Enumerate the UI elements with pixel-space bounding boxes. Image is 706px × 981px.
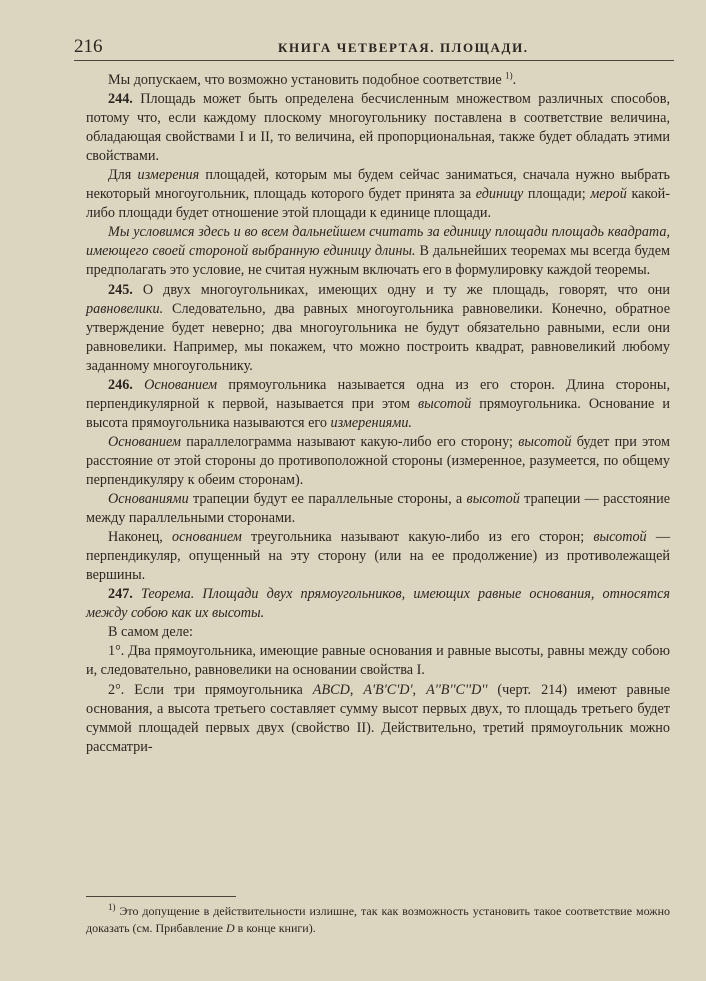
- emphasis-term: Основанием: [108, 433, 181, 450]
- paragraph-text: площадей, которым мы будем сейчас заниматься, сначала нужно выбрать некоторый многоугольник, площадь которого будет принята за: [86, 167, 670, 203]
- emphasis-term: высотой: [417, 395, 472, 412]
- paragraph-text: площади;: [523, 186, 591, 203]
- emphasis-term: Основаниями: [108, 491, 189, 508]
- paragraph-text: О двух многоугольниках, имеющих одну и ту же площадь, говорят, что они: [132, 281, 670, 298]
- running-title: КНИГА ЧЕТВЕРТАЯ. ПЛОЩАДИ.: [278, 40, 529, 55]
- emphasis-term: высотой: [593, 529, 647, 546]
- paragraph-text: Для: [108, 167, 138, 184]
- paragraph-text: .: [512, 72, 517, 88]
- paragraph-convention: [86, 223, 670, 280]
- emphasis-term: единицу: [475, 186, 524, 203]
- paragraph-indeed: В самом деле:: [108, 624, 193, 641]
- paragraph-text: параллелограмма называют какую-либо его сторону;: [180, 433, 519, 450]
- emphasis-term: Основанием: [132, 376, 218, 393]
- footnote-marker: 1): [505, 70, 513, 81]
- paragraph-text: треугольника называют какую-либо из его сторон;: [241, 529, 594, 546]
- paragraph-text: (черт. 214) имеют равные основания, а высота третьего составляет сумму высот первых двух, то площадь третьего будет суммой площадей первых двух (свойство II). Действительно, третий прямоугольник можно рассматри-: [86, 681, 670, 755]
- section-number: 244.: [108, 91, 133, 108]
- emphasis-term: высотой: [466, 491, 520, 508]
- footnotes: [86, 903, 670, 937]
- paragraph-measurement: [86, 166, 670, 223]
- paragraph-triangle: [86, 528, 670, 585]
- emphasis-term: измерения: [137, 167, 200, 184]
- paragraph-parallelogram: [86, 433, 670, 490]
- paragraph-text: трапеции будут ее параллельные стороны, а: [188, 491, 467, 508]
- section-246: [86, 376, 670, 433]
- math-label: A'B'C'D': [363, 681, 413, 698]
- emphasis-term: основанием: [172, 529, 242, 546]
- paragraph-text: прямоугольника. Основание и высота прямоугольника называются его: [86, 395, 670, 431]
- page-number: 216: [74, 36, 103, 57]
- emphasis-term: равновелики.: [86, 300, 164, 317]
- section-247-theorem: [86, 585, 670, 623]
- section-245: [86, 281, 670, 376]
- paragraph-text: 2°. Если три прямоугольника: [108, 681, 313, 698]
- theorem-statement: Теорема. Площади двух прямоугольников, имеющих равные основания, относятся между собою как их высоты.: [86, 586, 670, 622]
- emphasis-term: высотой: [518, 433, 572, 450]
- section-number: 246.: [108, 376, 133, 393]
- emphasis-term: Мы условимся здесь и во всем дальнейшем считать за единицу площади площадь квадрата, имеющего своей стороной выбранную единицу длины.: [86, 224, 670, 260]
- footnote-1: [86, 903, 670, 937]
- paragraph-text: Мы допускаем, что возможно установить подобное соответствие: [108, 72, 506, 88]
- footnote-text: в конце книги).: [234, 921, 316, 935]
- paragraph-text: трапеции — расстояние между параллельными сторонами.: [86, 491, 670, 527]
- section-244: [86, 90, 670, 166]
- paragraph-text: будет при этом расстояние от этой стороны до противоположной стороны (измеренное, разумеется, по общему перпендикуляру к обеим сторонам).: [86, 433, 670, 488]
- paragraph-trapezoid: [86, 490, 670, 528]
- section-number: 245.: [108, 281, 133, 298]
- paragraph-text: ,: [349, 681, 364, 698]
- paragraph-text: В дальнейших теоремах мы всегда будем предполагать это условие, не считая нужным включать его в формулировку каждой теоремы.: [86, 243, 670, 279]
- paragraph-text: Площадь может быть определена бесчисленным множеством различных способов, потому что, если каждому плоскому многоугольнику поставлена в соответствие величина, обладающая свойствами I и II, то величина, ей пропорциональная, также будет обладать этими свойствами.: [86, 91, 670, 165]
- footnote-divider: [86, 896, 236, 897]
- footnote-text: Это допущение в действительности излишне, так как возможность установить такое соответствие можно доказать (см. Прибавление: [86, 904, 670, 935]
- section-number: 247.: [108, 586, 133, 603]
- paragraph-text: прямоугольника называется одна из его сторон. Длина стороны, перпендикулярной к первой, называется при этом: [86, 376, 670, 412]
- paragraph-text: какой-либо площади будет отношение этой площади к единице площади.: [86, 186, 671, 222]
- paragraph-text: Следовательно, два равных многоугольника равновелики. Конечно, обратное утверждение будет неверно; два многоугольника не будут обязательно равными, если они равновелики. Например, мы покажем, что можно построить квадрат, равновеликий любому заданному многоугольнику.: [86, 300, 670, 374]
- math-label: A''B''C''D'': [426, 681, 488, 698]
- paragraph-assumption: [86, 71, 670, 90]
- paragraph-text: ,: [412, 681, 427, 698]
- paragraph-text: — перпендикуляр, опущенный на эту сторону (или на ее продолжение) из противолежащей вершины.: [86, 529, 671, 584]
- footnote-marker: 1): [108, 902, 116, 912]
- math-label: D: [225, 921, 235, 935]
- page-header: [74, 36, 674, 61]
- paragraph-case-2: [86, 681, 670, 757]
- emphasis-term: измерениями.: [330, 414, 412, 431]
- page-body: [86, 71, 670, 757]
- emphasis-term: мерой: [590, 186, 627, 203]
- paragraph-text: Наконец,: [108, 529, 173, 546]
- math-label: ABCD: [312, 681, 350, 698]
- paragraph-case-1: 1°. Два прямоугольника, имеющие равные основания и равные высоты, равны между собою и, следовательно, равновелики на основании свойства I.: [86, 643, 670, 679]
